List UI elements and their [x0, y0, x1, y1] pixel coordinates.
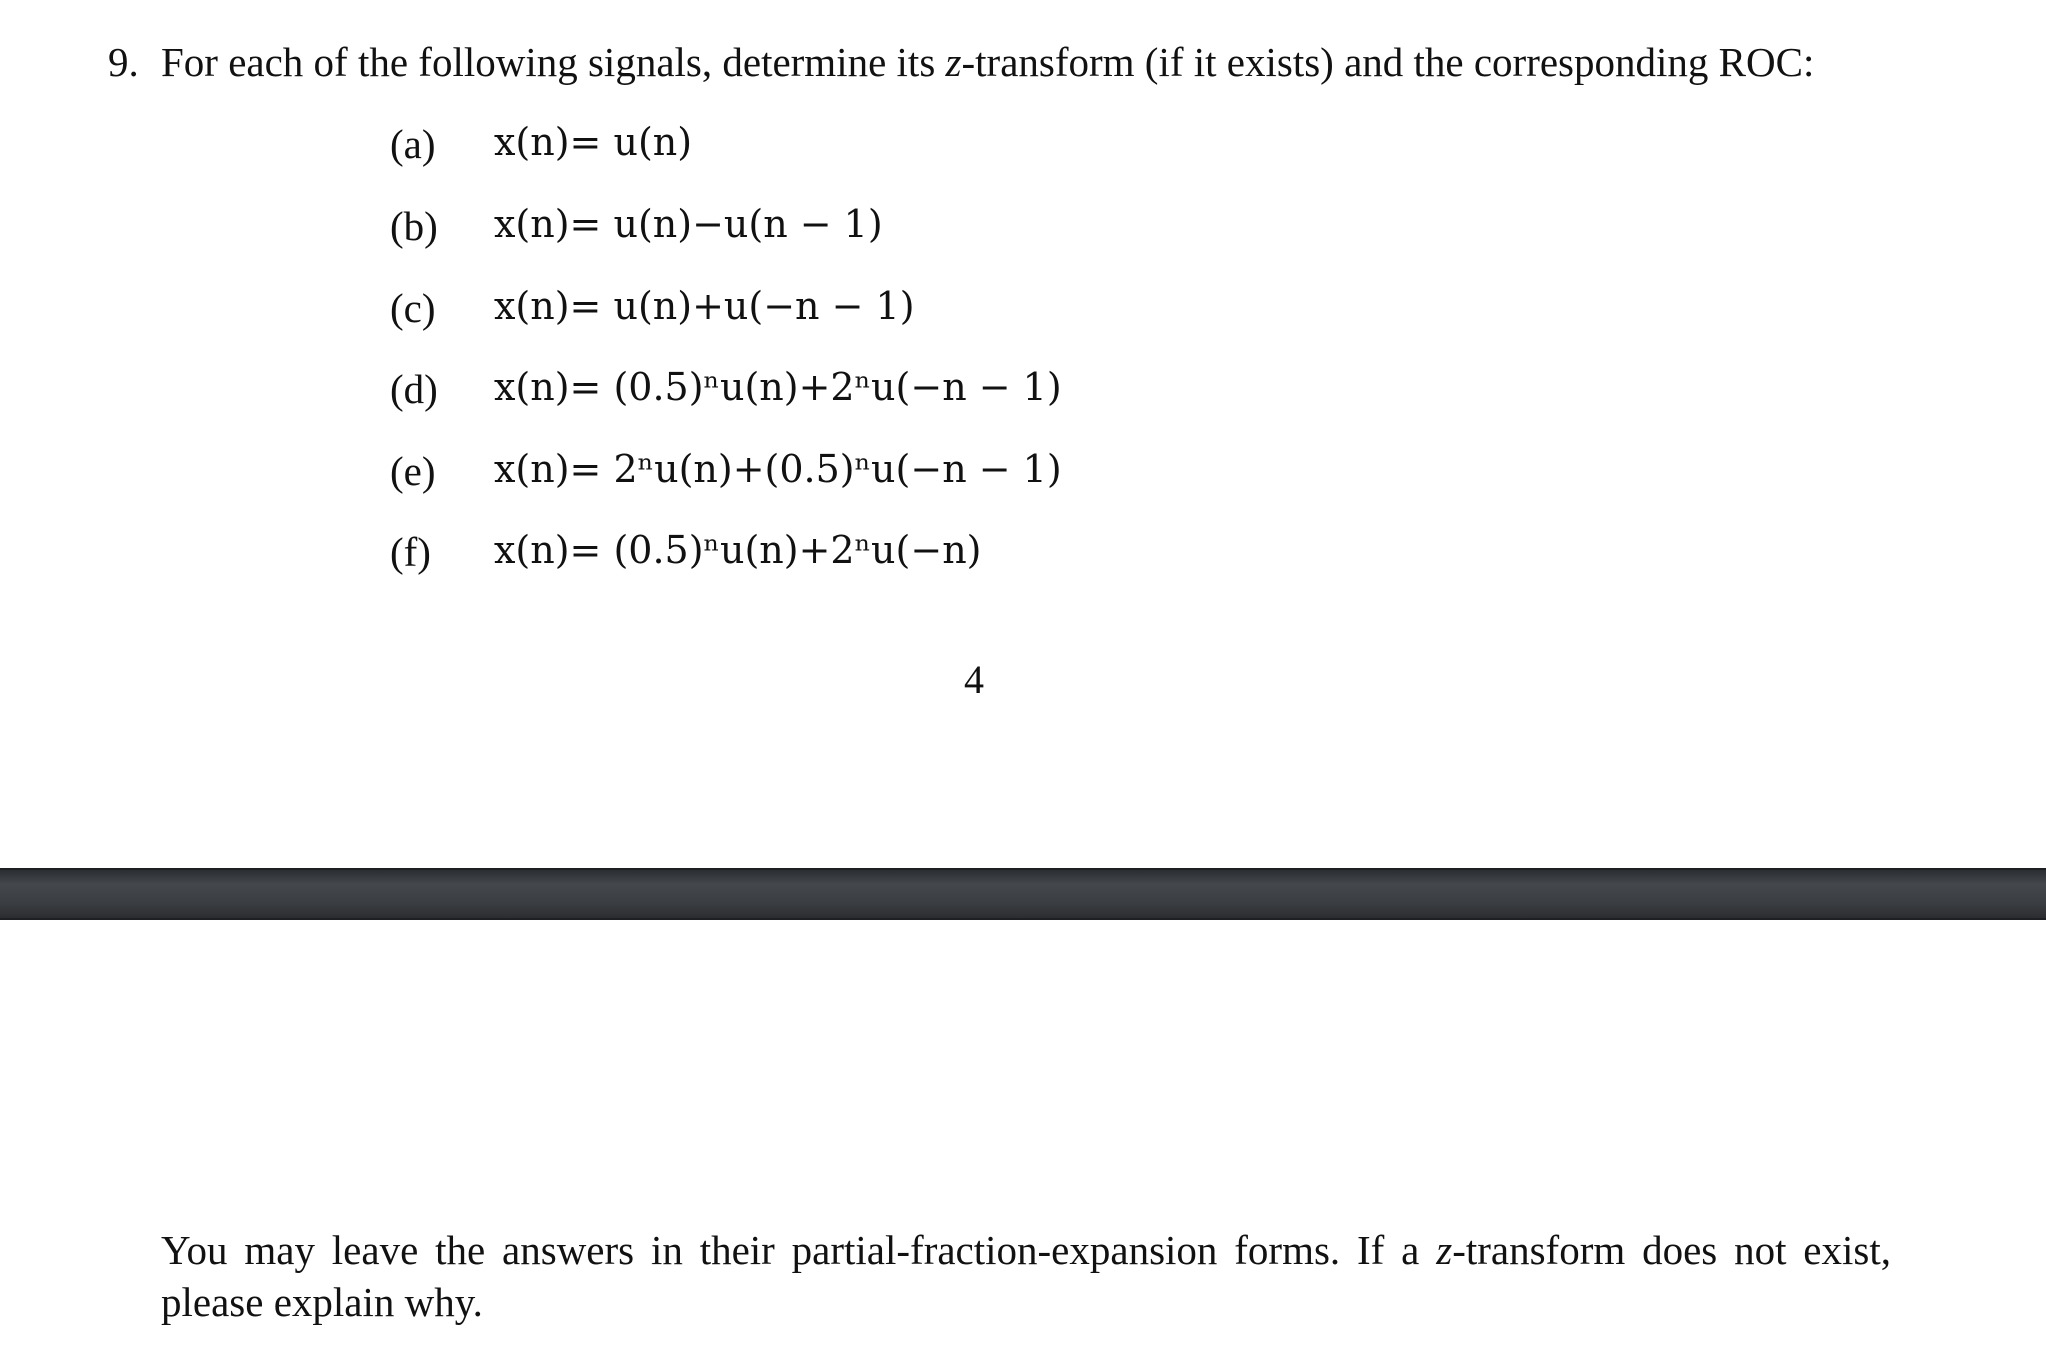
part-equation: x(n)= 2ⁿu(n)+(0.5)ⁿu(−n − 1)	[494, 447, 1062, 491]
footer-text-part-1: You may leave the answers in their partial-fraction-expansion forms. If a	[161, 1227, 1437, 1273]
part-label: (e)	[390, 448, 436, 494]
problem-number: 9.	[108, 39, 139, 85]
footer-text-part-2: -transform does not exist, please explain why.	[161, 1227, 1891, 1325]
problem-statement	[161, 36, 1898, 88]
z-symbol: z	[945, 39, 962, 85]
problem-text-part-2: -transform (if it exists) and the corresponding ROC:	[961, 39, 1815, 85]
z-symbol: z	[1436, 1227, 1453, 1273]
part-equation: x(n)= u(n)	[494, 120, 693, 164]
part-label: (d)	[390, 366, 438, 412]
footer-note	[161, 1224, 1891, 1328]
problem-9	[108, 36, 1898, 88]
part-equation: x(n)= (0.5)ⁿu(n)+2ⁿu(−n − 1)	[494, 365, 1062, 409]
page-break-divider	[0, 868, 2046, 920]
part-label: (b)	[390, 203, 438, 249]
page-number: 4	[964, 657, 984, 702]
part-label: (c)	[390, 285, 436, 331]
part-equation: x(n)= u(n)−u(n − 1)	[494, 202, 883, 246]
part-label: (f)	[390, 529, 431, 575]
part-equation: x(n)= u(n)+u(−n − 1)	[494, 284, 915, 328]
problem-text-part-1: For each of the following signals, determine its	[161, 39, 946, 85]
part-equation: x(n)= (0.5)ⁿu(n)+2ⁿu(−n)	[494, 528, 982, 572]
part-label: (a)	[390, 121, 436, 167]
